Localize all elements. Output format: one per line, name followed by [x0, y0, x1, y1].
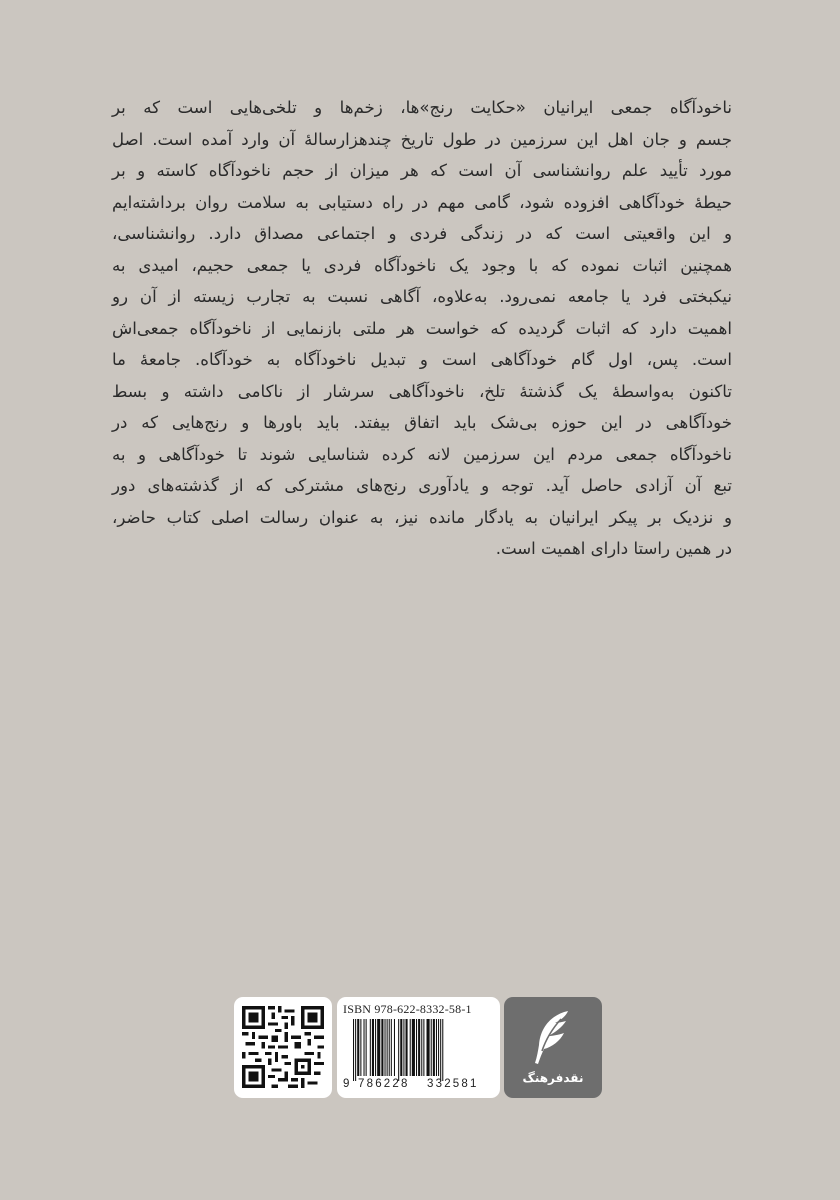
blurb-line: خودآگاهی در این حوزه بی‌شک باید اتفاق بیفتد. باید باورها و رنج‌هایی که در [112, 413, 732, 432]
barcode-bar [387, 1019, 388, 1076]
barcode-bar [412, 1019, 415, 1076]
blurb-line: تبع آن آزادی حاصل آید. توجه و یادآوری رنج‌های مشترکی که از گذشته‌های دور [112, 476, 732, 495]
barcode-digits-left: 786228 [358, 1078, 410, 1090]
blurb-line: ناخودآگاه جمعی ایرانیان «حکایت رنج»ها، زخم‌ها و تلخی‌هایی است که بر [112, 98, 732, 117]
blurb-line: مورد تأیید علم روانشناسی آن است که هر میزان از حجم ناخودآگاه کاسته و بر [112, 161, 732, 180]
barcode-bar [375, 1019, 376, 1076]
blurb-line: همچنین اثبات نموده که با وجود یک ناخودآگاه فردی یا جمعی حجیم، امیدی به [112, 255, 732, 275]
barcode-bar [357, 1019, 359, 1076]
back-cover-blurb [112, 92, 732, 565]
barcode-digit-first: 9 [343, 1078, 350, 1090]
barcode-bar [355, 1019, 356, 1081]
barcode-bar [403, 1019, 404, 1076]
barcode-bar [406, 1019, 408, 1076]
barcode-bar [377, 1019, 380, 1076]
barcode-bar [436, 1019, 437, 1076]
qr-code-box [234, 997, 332, 1098]
barcode-digits-right: 332581 [427, 1078, 479, 1090]
barcode-bar [366, 1019, 367, 1076]
barcode-bar [421, 1019, 422, 1076]
barcode-bar [410, 1019, 411, 1076]
barcode-bar [360, 1019, 361, 1076]
blurb-line: تاکنون به‌واسطهٔ یک گذشتهٔ تلخ، ناخودآگاهی سرشار از ناکامی داشته و بسط [112, 381, 732, 401]
blurb-line: در همین راستا دارای اهمیت است. [495, 539, 732, 558]
barcode-bar [389, 1019, 390, 1076]
qr-code-icon [242, 1006, 324, 1088]
blurb-line: و این واقعیتی است که در زندگی فردی و اجتماعی مصداق دارد. روانشناسی، [112, 224, 732, 243]
barcode-bar [416, 1019, 417, 1076]
blurb-line: اهمیت دارد که اثبات گردیده که خواست هر ملتی بازنمایی از ناخودآگاه جمعی‌اش [112, 318, 732, 338]
publisher-logo-box [504, 997, 602, 1098]
barcode-graphic [351, 1019, 489, 1081]
barcode-bar [440, 1019, 441, 1081]
barcode-bar [442, 1019, 443, 1081]
barcode-bar [372, 1019, 374, 1076]
quill-feather-icon [528, 1007, 578, 1067]
barcode-bar [394, 1019, 395, 1076]
barcode-bar [438, 1019, 439, 1076]
barcode-bar [398, 1019, 399, 1081]
barcode-bar [423, 1019, 424, 1076]
barcode-bar [391, 1019, 392, 1076]
barcode-bar [353, 1019, 354, 1081]
barcode-bar [381, 1019, 383, 1076]
isbn-barcode-box [337, 997, 500, 1098]
blurb-line: ناخودآگاه جمعی مردم این سرزمین لانه کرده شناسایی شوند تا خودآگاهی و به [112, 444, 732, 464]
barcode-bar [418, 1019, 420, 1076]
barcode-bar [370, 1019, 371, 1076]
isbn-label: ISBN 978-622-8332-58-1 [343, 1002, 472, 1016]
blurb-line: حیطهٔ خودآگاهی افزوده شود، گامی مهم در راه دستیابی به سلامت روان برداشته‌ایم [112, 192, 732, 212]
blurb-line: است. پس، اول گام خودآگاهی است و تبدیل ناخودآگاه به خودآگاه. جامعهٔ ما [112, 350, 732, 369]
barcode-bar [364, 1019, 365, 1076]
blurb-line: نیکبختی فرد یا جامعه نمی‌رود. به‌علاوه، آگاهی نسبت به تجارب زیسته از آن رو [112, 287, 732, 306]
barcode-bar [433, 1019, 435, 1076]
blurb-line: و نزدیک بر پیکر ایرانیان به یادگار مانده نیز، به عنوان رسالت اصلی کتاب حاضر، [112, 507, 732, 527]
barcode-bar [427, 1019, 430, 1076]
publisher-name: نقدفرهنگ [522, 1071, 584, 1085]
barcode-bar [400, 1019, 402, 1076]
barcode-bar [385, 1019, 386, 1076]
blurb-line: جسم و جان اهل این سرزمین در طول تاریخ چندهزارسالهٔ آن وارد آمده است. اصل [112, 129, 732, 149]
barcode-bar [431, 1019, 432, 1076]
